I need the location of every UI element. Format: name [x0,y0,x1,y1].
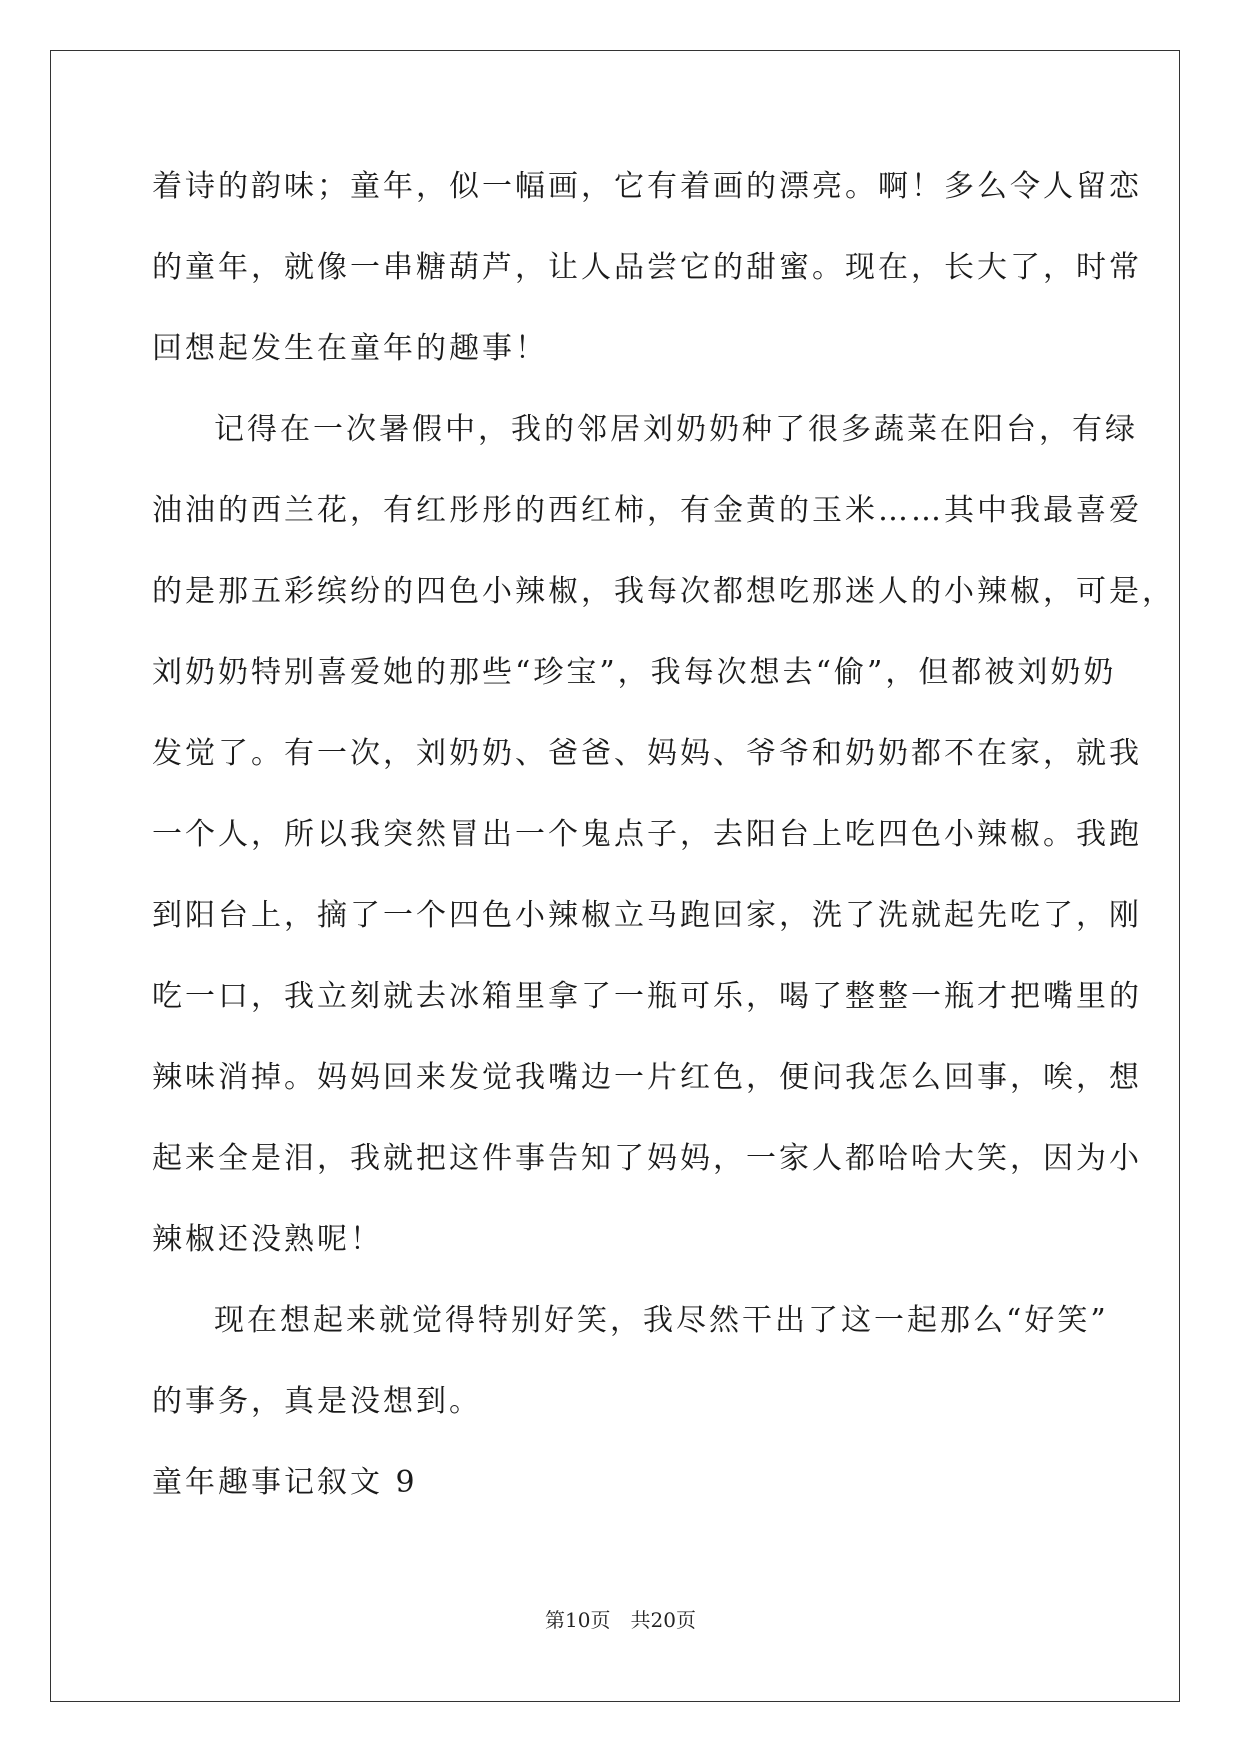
paragraph-line: 回想起发生在童年的趣事！ [152,331,548,366]
paragraph-line: 发觉了。有一次，刘奶奶、爸爸、妈妈、爷爷和奶奶都不在家，就我 [152,736,1142,771]
paragraph-line: 现在想起来就觉得特别好笑，我尽然干出了这一起那么“好笑” [214,1303,1109,1338]
paragraph-line: 着诗的韵味；童年，似一幅画，它有着画的漂亮。啊！多么令人留恋 [152,169,1142,204]
page-number: 第10页 共20页 [545,1608,696,1632]
document-body [152,160,1175,1537]
paragraph-line: 刘奶奶特别喜爱她的那些“珍宝”，我每次想去“偷”，但都被刘奶奶 [152,655,1117,690]
paragraph-line: 吃一口，我立刻就去冰箱里拿了一瓶可乐，喝了整整一瓶才把嘴里的 [152,979,1142,1014]
paragraph-line: 油油的西兰花，有红彤彤的西红柿，有金黄的玉米……其中我最喜爱 [152,493,1142,528]
paragraph-line: 一个人，所以我突然冒出一个鬼点子，去阳台上吃四色小辣椒。我跑 [152,817,1142,852]
paragraph-line: 的事务，真是没想到。 [152,1384,482,1419]
paragraph-line: 辣椒还没熟呢！ [152,1222,383,1257]
paragraph-line: 辣味消掉。妈妈回来发觉我嘴边一片红色，便问我怎么回事，唉，想 [152,1060,1142,1095]
section-heading: 童年趣事记叙文 9 [152,1465,418,1500]
paragraph-line: 到阳台上，摘了一个四色小辣椒立马跑回家，洗了洗就起先吃了，刚 [152,898,1142,933]
paragraph-line: 的童年，就像一串糖葫芦，让人品尝它的甜蜜。现在，长大了，时常 [152,250,1142,285]
paragraph-line: 记得在一次暑假中，我的邻居刘奶奶种了很多蔬菜在阳台，有绿 [214,412,1138,447]
paragraph-line: 起来全是泪，我就把这件事告知了妈妈，一家人都哈哈大笑，因为小 [152,1141,1142,1176]
paragraph-line: 的是那五彩缤纷的四色小辣椒，我每次都想吃那迷人的小辣椒，可是， [152,574,1175,609]
